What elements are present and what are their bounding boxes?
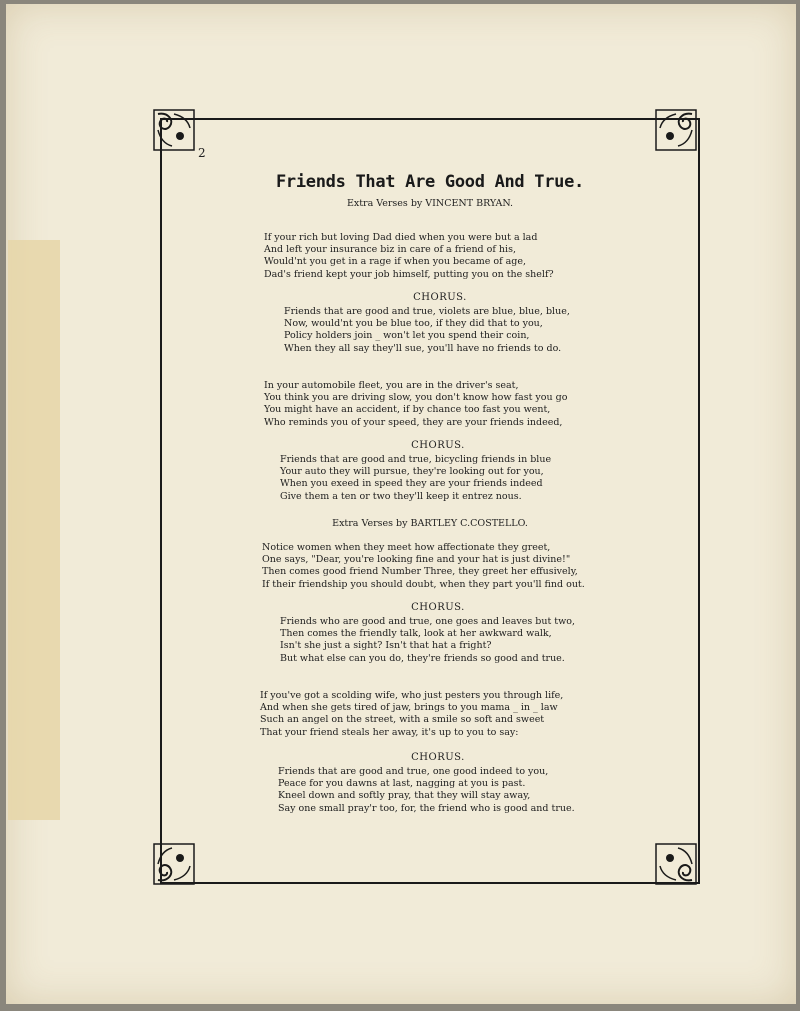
chorus-line: Kneel down and softly pray, that they will stay away, <box>278 790 531 802</box>
verse-line: That your friend steals her away, it's up to you to say: <box>260 726 519 738</box>
verse-line: You might have an accident, if by chance too fast you went, <box>264 404 551 416</box>
chorus-line: Friends that are good and true, bicycling friends in blue <box>280 454 552 465</box>
verse-line: Notice women when they meet how affectionate they greet, <box>262 542 551 553</box>
paper-stain <box>8 240 60 820</box>
verse-line: Then comes good friend Number Three, they greet her effusively, <box>262 566 578 578</box>
chorus-line: But what else can you do, they're friends so good and true. <box>280 652 565 664</box>
chorus-line: Now, would'nt you be blue too, if they did that to you, <box>284 318 543 330</box>
stanza-1-verse <box>264 232 554 281</box>
chorus-line: Give them a ten or two they'll keep it entrez nous. <box>280 490 522 502</box>
stanza-1-chorus <box>284 306 570 355</box>
chorus-line: Policy holders join _ won't let you spend their coin, <box>284 330 530 342</box>
chorus-heading: CHORUS. <box>411 602 465 613</box>
stanza-2-chorus <box>280 454 551 503</box>
verse-line: If their friendship you should doubt, when they part you'll find out. <box>262 578 585 590</box>
verse-line: Such an angel on the street, with a smile so soft and sweet <box>260 714 545 726</box>
verse-line: Would'nt you get in a rage if when you became of age, <box>264 256 526 268</box>
chorus-heading: CHORUS. <box>411 752 465 763</box>
stanza-3-chorus <box>280 616 575 665</box>
ornament-corner-bottom-right-icon <box>654 842 698 886</box>
verse-line: Dad's friend kept your job himself, putting you on the shelf? <box>264 268 554 280</box>
stanza-4-chorus <box>278 766 575 815</box>
stanza-2-verse <box>264 380 567 429</box>
byline-bartley-costello: Extra Verses by BARTLEY C.COSTELLO. <box>332 518 528 529</box>
chorus-line: Friends that are good and true, violets are blue, blue, blue, <box>284 306 570 317</box>
chorus-line: Then comes the friendly talk, look at her awkward walk, <box>280 628 552 640</box>
verse-line: One says, "Dear, you're looking fine and your hat is just divine!" <box>262 554 571 566</box>
chorus-line: When you exeed in speed they are your friends indeed <box>280 478 543 490</box>
verse-line: You think you are driving slow, you don't know how fast you go <box>264 392 568 404</box>
chorus-line: Friends who are good and true, one goes and leaves but two, <box>280 616 575 627</box>
stanza-4-verse <box>260 690 563 739</box>
verse-line: Who reminds you of your speed, they are your friends indeed, <box>264 416 563 428</box>
chorus-heading: CHORUS. <box>411 440 465 451</box>
ornament-corner-top-left-icon <box>152 108 196 152</box>
chorus-line: When they all say they'll sue, you'll have no friends to do. <box>284 342 562 354</box>
verse-line: In your automobile fleet, you are in the driver's seat, <box>264 380 519 391</box>
page-title: Friends That Are Good And True. <box>276 172 584 192</box>
chorus-line: Say one small pray'r too, for, the friend who is good and true. <box>278 802 575 814</box>
chorus-line: Friends that are good and true, one good indeed to you, <box>278 766 549 777</box>
chorus-heading: CHORUS. <box>413 292 467 303</box>
byline-vincent-bryan: Extra Verses by VINCENT BRYAN. <box>346 198 514 209</box>
verse-line: And left your insurance biz in care of a friend of his, <box>264 244 516 256</box>
stanza-3-verse <box>262 542 585 591</box>
chorus-line: Isn't she just a sight? Isn't that hat a fright? <box>280 640 492 652</box>
chorus-line: Your auto they will pursue, they're looking out for you, <box>280 466 544 478</box>
page-number: 2 <box>198 146 206 160</box>
ornament-corner-bottom-left-icon <box>152 842 196 886</box>
verse-line: If your rich but loving Dad died when you were but a lad <box>264 232 538 243</box>
verse-line: If you've got a scolding wife, who just pesters you through life, <box>260 690 564 701</box>
chorus-line: Peace for you dawns at last, nagging at you is past. <box>278 778 526 790</box>
verse-line: And when she gets tired of jaw, brings to you mama _ in _ law <box>260 702 558 714</box>
ornament-corner-top-right-icon <box>654 108 698 152</box>
